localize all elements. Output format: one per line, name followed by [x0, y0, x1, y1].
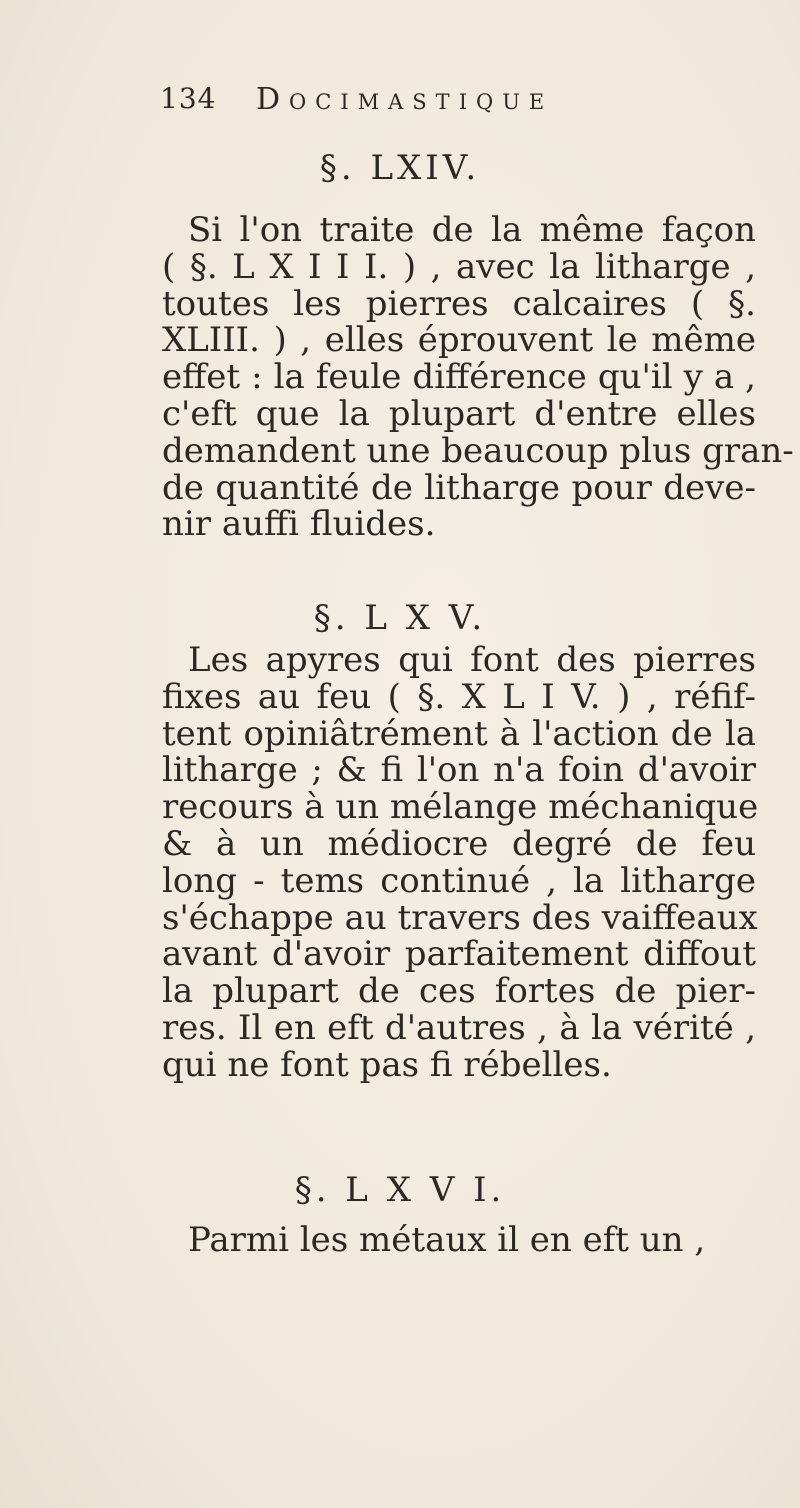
text-line: recours à un mélange méchanique: [162, 787, 759, 828]
section-title: §. L X V.: [313, 598, 487, 638]
text-line: nir auffi fluides.: [162, 504, 436, 545]
text-line: demandent une beaucoup plus gran-: [162, 430, 794, 471]
text-line: ( §. L X I I I. ) , avec la litharge ,: [162, 246, 756, 287]
text-line: tent opiniâtrément à l'action de la: [162, 713, 756, 754]
text-line: s'échappe au travers des vaiffeaux: [162, 897, 758, 938]
text-line: long - tems continué , la litharge: [162, 860, 756, 901]
text-line: XLIII. ) , elles éprouvent le même: [162, 320, 756, 361]
text-line: c'eft que la plupart d'entre elles: [162, 393, 756, 434]
section-title: §. L X V I.: [294, 1170, 506, 1210]
page-number: 134: [160, 82, 217, 115]
text-line: Parmi les métaux il en eft un ,: [188, 1220, 706, 1260]
text-line: qui ne font pas fi rébelles.: [162, 1044, 612, 1085]
section-title: §. LXIV.: [319, 148, 481, 188]
text-line: toutes les pierres calcaires ( §.: [162, 283, 756, 324]
paragraph: [162, 1222, 756, 1259]
paragraph: [162, 210, 794, 545]
page-header: [160, 82, 680, 122]
text-line: effet : la feule différence qu'il y a ,: [162, 357, 756, 398]
text-line: avant d'avoir parfaitement diffout: [162, 934, 756, 975]
text-line: la plupart de ces fortes de pier-: [162, 971, 756, 1012]
text-line: & à un médiocre degré de feu: [162, 823, 756, 864]
text-line: res. Il en eft d'autres , à la vérité ,: [162, 1007, 756, 1048]
text-line: fixes au feu ( §. X L I V. ) , réfif-: [162, 676, 756, 717]
text-line: de quantité de litharge pour deve-: [162, 467, 756, 508]
running-head: Docimastique: [256, 82, 554, 117]
paragraph: [162, 640, 759, 1085]
text-line: litharge ; & fi l'on n'a foin d'avoir: [162, 750, 756, 791]
text-line: Les apyres qui font des pierres: [188, 640, 756, 680]
text-line: Si l'on traite de la même façon: [188, 210, 756, 250]
